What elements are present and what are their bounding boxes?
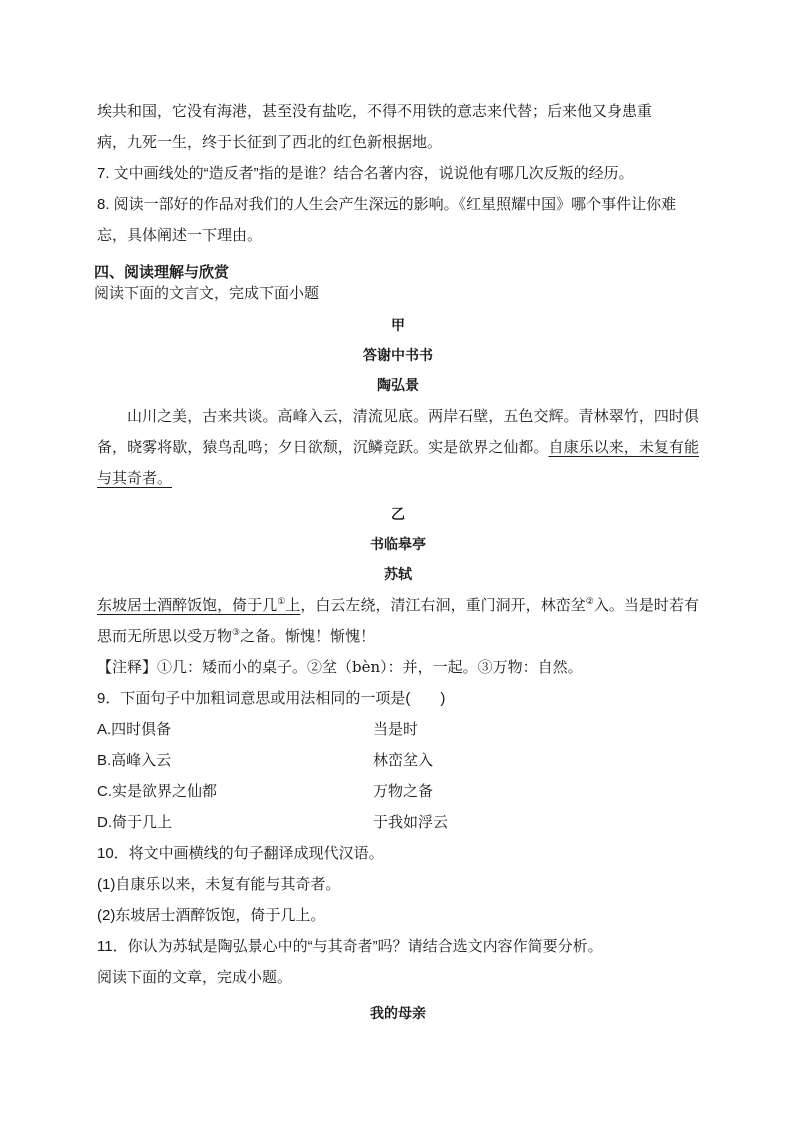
- option-c: [97, 776, 699, 807]
- footnote-ref-2: ②: [585, 597, 594, 607]
- footnote-ref-3: ③: [232, 628, 241, 638]
- text-jia-author: 陶弘景: [377, 378, 419, 394]
- text-yi-underlined-part-a: 东坡居士酒醉饭饱，倚于几: [97, 596, 278, 614]
- option-d: [97, 807, 699, 838]
- text-yi-segment-4: 之备。惭愧！惭愧！: [240, 627, 376, 645]
- text-jia-marker: 甲: [391, 318, 405, 334]
- option-d-left: D.倚于几上: [97, 814, 173, 831]
- option-a-left: A.四时俱备: [97, 721, 172, 738]
- next-passage-intro: 阅读下面的文章，完成小题。: [97, 969, 293, 986]
- annotation-notes: 【注释】①几：矮而小的桌子。②坌（bèn）：并，一起。③万物：自然。: [97, 658, 583, 676]
- text-jia-title: 答谢中书书: [363, 348, 433, 364]
- text-yi-segment-3: 入。当是时若有思而无所思以受万物: [97, 596, 699, 645]
- option-c-left: C.实是欲界之仙都: [97, 783, 218, 800]
- text-jia-body: [97, 401, 699, 494]
- question-10-item-2: (2)东坡居士酒醉饭饱，倚于几上。: [97, 907, 326, 924]
- option-a: [97, 714, 699, 745]
- text-yi-underlined-sentence: [97, 596, 300, 614]
- question-9-stem: 9．下面句子中加粗词意思或用法相同的一项是( ): [97, 690, 446, 707]
- text-yi-marker: 乙: [391, 507, 405, 523]
- option-b: [97, 745, 699, 776]
- question-11-stem: 11．你认为苏轼是陶弘景心中的“与其奇者”吗？请结合选文内容作简要分析。: [97, 938, 603, 955]
- document-page: [94, 96, 699, 1029]
- option-a-right: 当是时: [373, 721, 419, 738]
- text-yi-underlined-part-b: 上: [285, 596, 301, 614]
- text-yi-title: 书临皋亭: [370, 537, 426, 553]
- question-9-options: [97, 714, 699, 838]
- intro-passage-line-2: 病，九死一生，终于长征到了西北的红色新根据地。: [97, 133, 443, 151]
- text-jia-body-plain: 山川之美，古来共谈。高峰入云，清流见底。两岸石壁，五色交辉。青林翠竹，四时俱备，晓雾将歇，猿鸟乱鸣；夕日欲颓，沉鳞竞跃。实是欲界之仙都。: [97, 407, 699, 456]
- question-10-item-1: (1)自康乐以来，未复有能与其奇者。: [97, 876, 341, 893]
- option-b-right: 林峦坌入: [373, 752, 434, 769]
- footnote-ref-1: ①: [277, 597, 286, 607]
- question-7: 7. 文中画线处的“造反者”指的是谁？结合名著内容，说说他有哪几次反叛的经历。: [97, 165, 634, 182]
- option-c-right: 万物之备: [373, 783, 434, 800]
- option-b-left: B.高峰入云: [97, 752, 172, 769]
- question-10-stem: 10．将文中画横线的句子翻译成现代汉语。: [97, 845, 384, 862]
- intro-passage: [97, 96, 699, 158]
- section-intro: 阅读下面的文言文，完成下面小题: [94, 285, 320, 302]
- section-heading: 四、阅读理解与欣赏: [94, 263, 230, 281]
- text-yi-segment-2: ，白云左绕，清江右洄，重门洞开，林峦坌: [300, 596, 586, 614]
- option-d-right: 于我如浮云: [373, 814, 449, 831]
- question-8: 8. 阅读一部好的作品对我们的人生会产生深远的影响。《红星照耀中国》哪个事件让你难忘，具体阐述一下理由。: [97, 196, 677, 244]
- text-yi-author: 苏轼: [384, 567, 412, 583]
- text-yi-body: [97, 590, 699, 652]
- intro-passage-line-1: 埃共和国，它没有海港，甚至没有盐吃，不得不用铁的意志来代替；后来他又身患重: [97, 102, 653, 120]
- text-jia-underlined-sentence: 自康乐以来，未复有能与其奇者。: [97, 438, 699, 487]
- next-passage-title: 我的母亲: [370, 1006, 426, 1022]
